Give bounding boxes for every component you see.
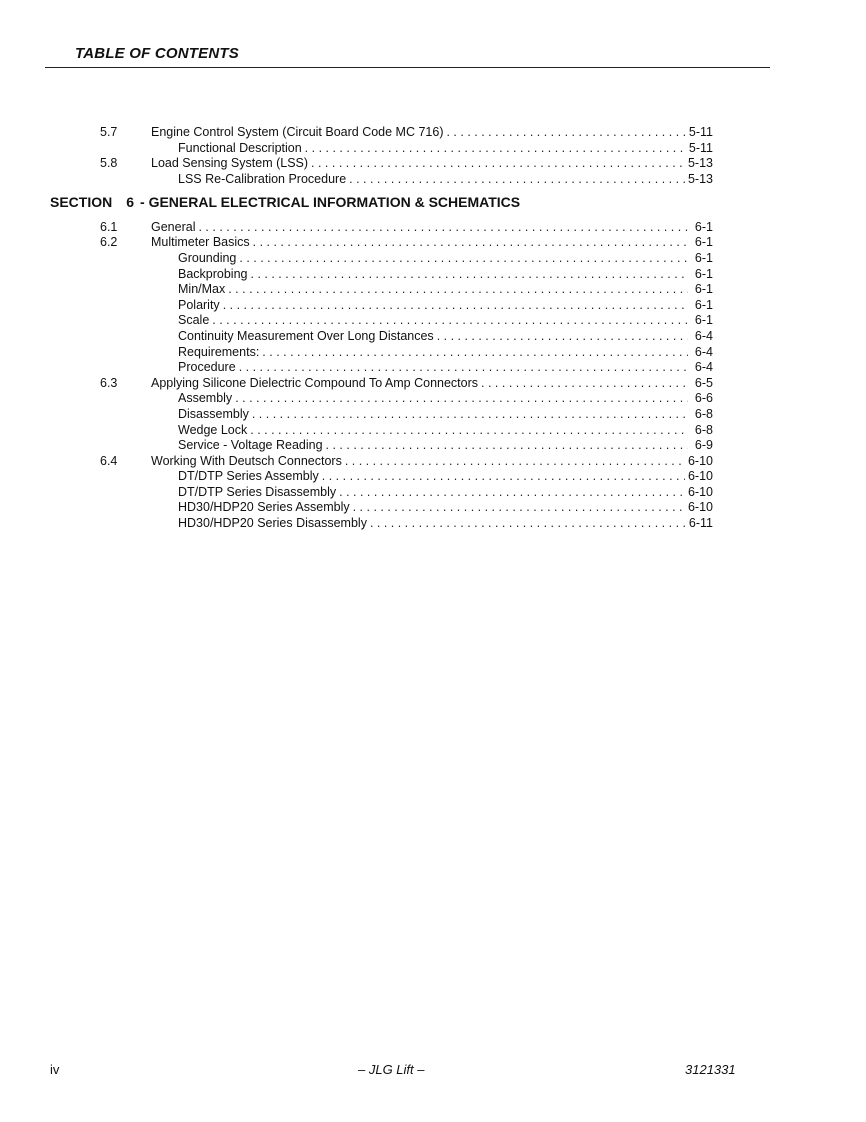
toc-entry-page: 6-5 <box>694 376 713 390</box>
toc-entry-title: HD30/HDP20 Series Disassembly <box>178 516 367 530</box>
toc-entry-title: Grounding <box>178 251 237 265</box>
toc-entry-title: Continuity Measurement Over Long Distances <box>178 329 434 343</box>
toc-subentry[interactable] <box>0 406 866 422</box>
toc-entry-title: Working With Deutsch Connectors <box>151 454 342 468</box>
toc-entry-line <box>178 437 713 453</box>
section-number: 6 <box>126 194 135 210</box>
toc-entry-line <box>178 515 713 531</box>
toc-subentry[interactable] <box>0 468 866 484</box>
dot-leader <box>253 234 688 250</box>
dot-leader <box>239 359 688 375</box>
dot-leader <box>262 344 688 360</box>
page-number: iv <box>50 1062 60 1077</box>
toc-subentry[interactable] <box>0 328 866 344</box>
toc-entry-title: General <box>151 220 196 234</box>
toc-entry-6-2[interactable] <box>0 234 866 250</box>
toc-subentry[interactable] <box>0 171 866 187</box>
toc-subentry[interactable] <box>0 250 866 266</box>
toc-entry-5-7[interactable] <box>0 124 866 140</box>
toc-entry-line <box>178 281 713 297</box>
toc-entry-page: 5-11 <box>688 125 713 139</box>
toc-entry-line <box>151 234 713 250</box>
toc-entry-title: Scale <box>178 313 210 327</box>
toc-subentry[interactable] <box>0 484 866 500</box>
toc-entry-title: Load Sensing System (LSS) <box>151 156 309 170</box>
toc-entry-title: DT/DTP Series Disassembly <box>178 485 337 499</box>
toc-entry-line <box>178 390 713 406</box>
toc-entry-line <box>178 250 713 266</box>
toc-entry-title: Service - Voltage Reading <box>178 438 323 452</box>
section-heading[interactable] <box>50 194 520 210</box>
toc-entry-page: 6-4 <box>694 345 713 359</box>
toc-entry-title: Requirements: <box>178 345 260 359</box>
toc-entry-title: Engine Control System (Circuit Board Code MC 716) <box>151 125 444 139</box>
toc-entry-title: Backprobing <box>178 267 248 281</box>
dot-leader <box>446 124 685 140</box>
toc-entry-title: HD30/HDP20 Series Assembly <box>178 500 350 514</box>
dot-leader <box>481 375 688 391</box>
toc-entry-page: 6-1 <box>694 282 713 296</box>
toc-entry-page: 5-13 <box>687 156 713 170</box>
toc-entry-page: 6-8 <box>694 423 713 437</box>
toc-entry-page: 6-4 <box>694 329 713 343</box>
toc-entry-title: Assembly <box>178 391 233 405</box>
dot-leader <box>353 499 685 515</box>
toc-entry-title: Multimeter Basics <box>151 235 250 249</box>
toc-entry-line <box>178 468 713 484</box>
toc-entry-title: Functional Description <box>178 141 302 155</box>
toc-entry-title: Min/Max <box>178 282 226 296</box>
dot-leader <box>198 219 688 235</box>
toc-entry-line <box>178 297 713 313</box>
toc-entry-page: 6-1 <box>694 298 713 312</box>
toc-entry-title: Disassembly <box>178 407 249 421</box>
toc-subentry[interactable] <box>0 499 866 515</box>
dot-leader <box>223 297 688 313</box>
document-number: 3121331 <box>685 1062 736 1077</box>
toc-entry-page: 6-9 <box>694 438 713 452</box>
dot-leader <box>235 390 688 406</box>
toc-entry-title: LSS Re-Calibration Procedure <box>178 172 347 186</box>
toc-subentry[interactable] <box>0 281 866 297</box>
dot-leader <box>305 140 686 156</box>
toc-entry-page: 6-1 <box>694 251 713 265</box>
toc-entry-page: 6-10 <box>687 485 713 499</box>
toc-subentry[interactable] <box>0 344 866 360</box>
toc-entry-title: Procedure <box>178 360 236 374</box>
dot-leader <box>251 266 689 282</box>
toc-entry-page: 6-1 <box>694 313 713 327</box>
toc-entry-number: 6.2 <box>100 235 118 249</box>
toc-subentry[interactable] <box>0 266 866 282</box>
toc-entry-page: 6-1 <box>694 235 713 249</box>
toc-entry-page: 6-10 <box>687 454 713 468</box>
toc-entry-number: 5.8 <box>100 156 118 170</box>
toc-entry-line <box>178 422 713 438</box>
toc-entry-line <box>151 375 713 391</box>
dot-leader <box>228 281 688 297</box>
toc-entry-line <box>178 484 713 500</box>
toc-entry-title: Applying Silicone Dielectric Compound To Amp Connectors <box>151 376 479 390</box>
header-divider <box>45 67 770 68</box>
toc-subentry[interactable] <box>0 422 866 438</box>
toc-subentry[interactable] <box>0 297 866 313</box>
toc-entry-6-3[interactable] <box>0 375 866 391</box>
toc-entry-line <box>178 171 713 187</box>
toc-entry-line <box>178 312 713 328</box>
toc-entry-line <box>151 219 713 235</box>
toc-entry-page: 6-1 <box>694 267 713 281</box>
toc-entry-title: DT/DTP Series Assembly <box>178 469 319 483</box>
toc-subentry[interactable] <box>0 390 866 406</box>
dot-leader <box>250 422 688 438</box>
toc-entry-title: Polarity <box>178 298 220 312</box>
toc-entry-6-1[interactable] <box>0 219 866 235</box>
toc-entry-number: 6.1 <box>100 220 118 234</box>
toc-entry-page: 6-6 <box>694 391 713 405</box>
dot-leader <box>252 406 688 422</box>
toc-entry-line <box>178 359 713 375</box>
footer-center-title: – JLG Lift – <box>358 1062 425 1077</box>
toc-entry-5-8[interactable] <box>0 155 866 171</box>
dot-leader <box>339 484 685 500</box>
section-label: SECTION <box>50 194 113 210</box>
toc-entry-line <box>178 328 713 344</box>
dot-leader <box>311 155 685 171</box>
toc-entry-title: Wedge Lock <box>178 423 248 437</box>
toc-subentry[interactable] <box>0 437 866 453</box>
toc-entry-page: 6-10 <box>687 500 713 514</box>
toc-entry-line <box>151 124 713 140</box>
toc-entry-page: 6-10 <box>687 469 713 483</box>
toc-entry-line <box>178 406 713 422</box>
dot-leader <box>345 453 685 469</box>
toc-entry-line <box>178 266 713 282</box>
toc-entry-number: 6.3 <box>100 376 118 390</box>
page-title: TABLE OF CONTENTS <box>75 45 239 62</box>
toc-entry-line <box>151 155 713 171</box>
dot-leader <box>349 171 685 187</box>
toc-entry-page: 5-13 <box>687 172 713 186</box>
dot-leader <box>437 328 688 344</box>
toc-entry-6-4[interactable] <box>0 453 866 469</box>
section-title: - GENERAL ELECTRICAL INFORMATION & SCHEMATICS <box>140 194 521 210</box>
toc-subentry[interactable] <box>0 515 866 531</box>
toc-entry-page: 5-11 <box>688 141 713 155</box>
toc-entry-page: 6-8 <box>694 407 713 421</box>
toc-subentry[interactable] <box>0 312 866 328</box>
toc-subentry[interactable] <box>0 140 866 156</box>
toc-entry-line <box>178 140 713 156</box>
toc-entry-line <box>151 453 713 469</box>
toc-entry-line <box>178 499 713 515</box>
toc-entry-page: 6-11 <box>688 516 713 530</box>
toc-entry-number: 6.4 <box>100 454 118 468</box>
dot-leader <box>322 468 685 484</box>
dot-leader <box>326 437 688 453</box>
toc-entry-line <box>178 344 713 360</box>
toc-entry-page: 6-4 <box>694 360 713 374</box>
toc-entry-page: 6-1 <box>694 220 713 234</box>
dot-leader <box>212 312 688 328</box>
dot-leader <box>370 515 686 531</box>
toc-subentry[interactable] <box>0 359 866 375</box>
toc-entry-number: 5.7 <box>100 125 118 139</box>
dot-leader <box>239 250 688 266</box>
